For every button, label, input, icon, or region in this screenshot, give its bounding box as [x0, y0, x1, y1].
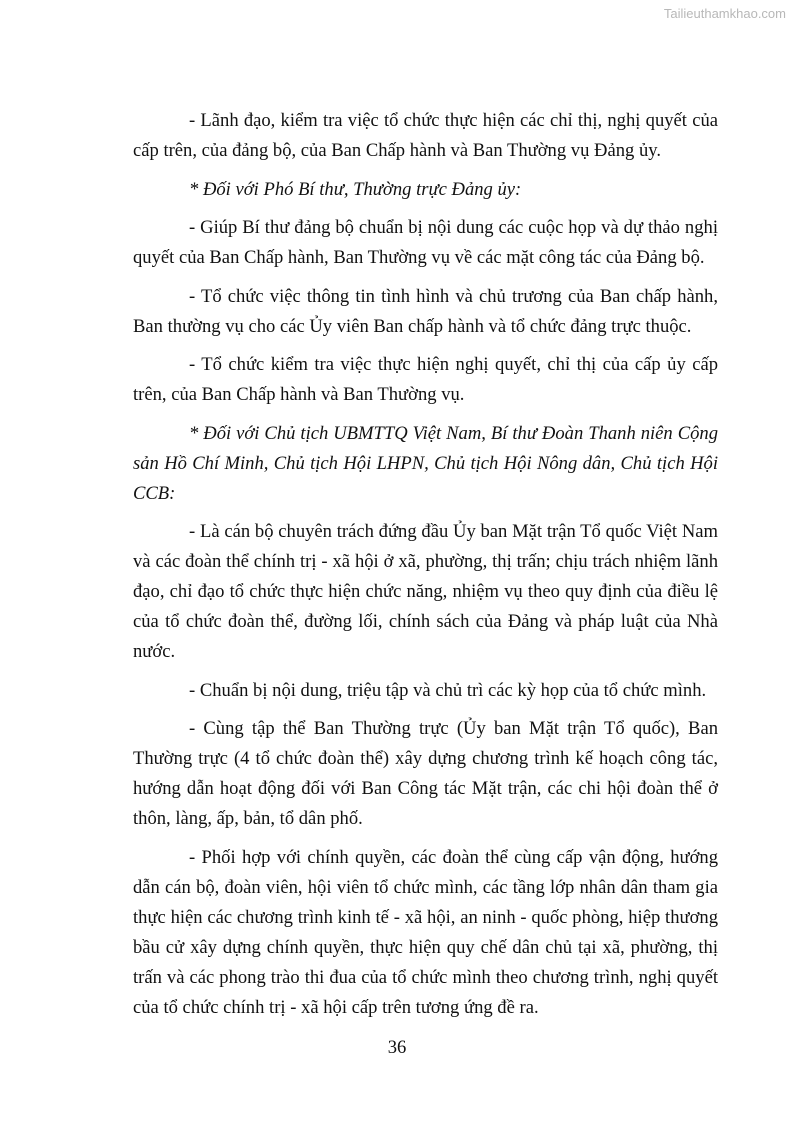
paragraph-assist-secretary: - Giúp Bí thư đảng bộ chuẩn bị nội dung các cuộc họp và dự thảo nghị quyết của Ban Chấp hành, Ban Thường vụ về các mặt công tác của Đảng bộ. [133, 217, 718, 268]
paragraph-coordinate-government: - Phối hợp với chính quyền, các đoàn thể cùng cấp vận động, hướng dẫn cán bộ, đoàn viên, hội viên tổ chức mình, các tầng lớp nhân dân tham gia thực hiện các chương trình kinh tế - xã hội, an ninh - quốc phòng, hiệp thương bầu cử xây dựng chính quyền, thực hiện quy chế dân chủ tại xã, phường, thị trấn và các phong trào thi đua của tổ chức mình theo chương trình, nghị quyết của tổ chức chính trị - xã hội cấp trên tương ứng đề ra. [133, 846, 718, 1018]
paragraph-organize-inspection: - Tổ chức kiểm tra việc thực hiện nghị quyết, chỉ thị của cấp ủy cấp trên, của Ban Chấp hành và Ban Thường vụ. [133, 354, 718, 405]
paragraph-leadership-inspection: - Lãnh đạo, kiểm tra việc tổ chức thực hiện các chỉ thị, nghị quyết của cấp trên, của đảng bộ, của Ban Chấp hành và Ban Thường vụ Đảng ủy. [133, 110, 718, 161]
heading-front-and-unions-leaders: * Đối với Chủ tịch UBMTTQ Việt Nam, Bí thư Đoàn Thanh niên Cộng sản Hồ Chí Minh, Chủ tịch Hội LHPN, Chủ tịch Hội Nông dân, Chủ tịch Hội CCB: [133, 422, 718, 504]
watermark-text: Tailieuthamkhao.com [663, 6, 786, 21]
paragraph-organize-information: - Tổ chức việc thông tin tình hình và chủ trương của Ban chấp hành, Ban thường vụ cho các Ủy viên Ban chấp hành và tổ chức đảng trực thuộc. [133, 285, 718, 337]
paragraph-prepare-meetings: - Chuẩn bị nội dung, triệu tập và chủ trì các kỳ họp của tổ chức mình. [189, 679, 707, 701]
heading-deputy-secretary: * Đối với Phó Bí thư, Thường trực Đảng ủy: [189, 178, 522, 200]
paragraph-standing-committee: - Cùng tập thể Ban Thường trực (Ủy ban Mặt trận Tổ quốc), Ban Thường trực (4 tổ chức đoàn thể) xây dựng chương trình kế hoạch công tác, hướng dẫn hoạt động đối với Ban Công tác Mặt trận, các chi hội đoàn thể ở thôn, làng, ấp, bản, tổ dân phố. [133, 718, 718, 829]
paragraph-specialized-officer: - Là cán bộ chuyên trách đứng đầu Ủy ban Mặt trận Tổ quốc Việt Nam và các đoàn thể chính trị - xã hội ở xã, phường, thị trấn; chịu trách nhiệm lãnh đạo, chỉ đạo tổ chức thực hiện chức năng, nhiệm vụ theo quy định của điều lệ của tổ chức đoàn thể, đường lối, chính sách của Đảng và pháp luật của Nhà nước. [133, 521, 718, 662]
page-number: 36 [387, 1037, 407, 1058]
document-body [133, 106, 718, 1031]
